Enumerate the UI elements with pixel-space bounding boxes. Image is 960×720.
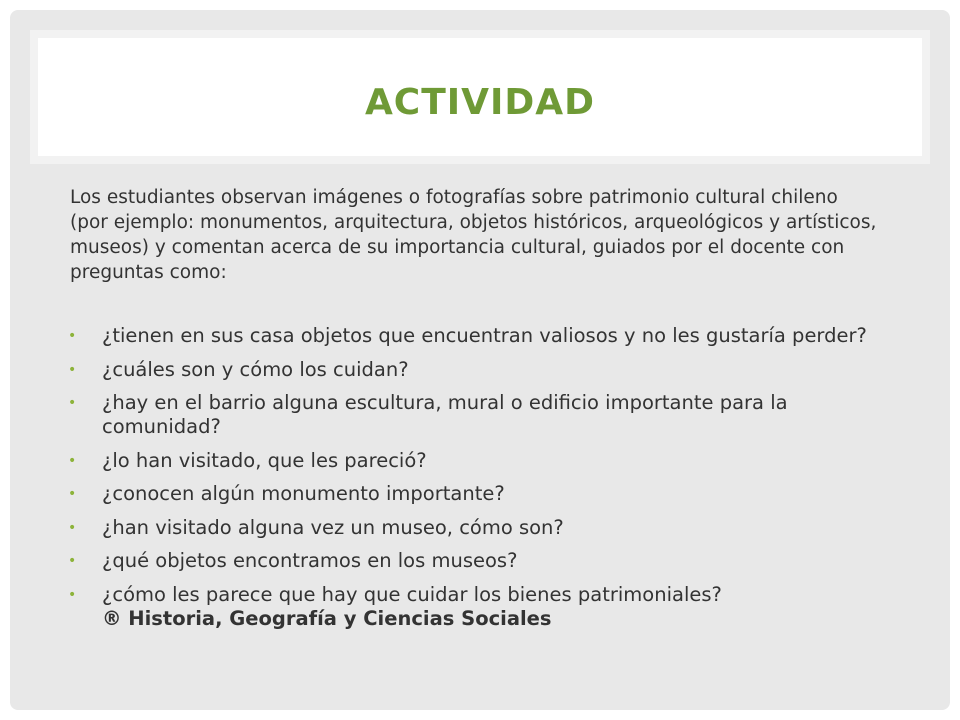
credit-text: ® Historia, Geografía y Ciencias Sociales	[102, 606, 552, 630]
list-item	[58, 516, 908, 540]
question-text: ¿qué objetos encontramos en los museos?	[102, 549, 518, 572]
list-item	[58, 358, 908, 382]
question-text: ¿tienen en sus casa objetos que encuentran valiosos y no les gustaría perder?	[102, 324, 867, 347]
question-text: ¿cuáles son y cómo los cuidan?	[102, 357, 409, 381]
bullet-icon: •	[68, 586, 77, 603]
intro-paragraph: Los estudiantes observan imágenes o fotografías sobre patrimonio cultural chileno (por ejemplo: monumentos, arquitectura, objetos históricos, arqueológicos y artísticos, museos) y comentan acerca de su importancia cultural, guiados por el docente con preguntas como:	[70, 187, 877, 283]
list-item	[58, 449, 908, 473]
question-list	[58, 324, 908, 640]
question-text: ¿conocen algún monumento importante?	[102, 482, 505, 505]
list-item	[58, 583, 908, 631]
list-item	[58, 324, 908, 348]
bullet-icon: •	[68, 395, 77, 411]
slide	[10, 10, 950, 710]
question-text: ¿han visitado alguna vez un museo, cómo son?	[102, 515, 564, 539]
title-box	[30, 30, 930, 164]
bullet-icon: •	[68, 361, 77, 378]
bullet-icon: •	[68, 328, 77, 344]
list-item	[58, 549, 908, 573]
slide-title: ACTIVIDAD	[364, 82, 596, 123]
bullet-icon: •	[68, 519, 77, 536]
question-text: ¿lo han visitado, que les pareció?	[102, 448, 427, 472]
list-item	[58, 391, 908, 439]
question-text: ¿hay en el barrio alguna escultura, mural o edificio importante para la comunidad?	[102, 391, 788, 438]
bullet-icon: •	[68, 452, 77, 469]
bullet-icon: •	[68, 553, 77, 569]
question-text: ¿cómo les parece que hay que cuidar los bienes patrimoniales?	[102, 582, 722, 606]
bullet-icon: •	[68, 486, 77, 502]
list-item	[58, 482, 908, 506]
